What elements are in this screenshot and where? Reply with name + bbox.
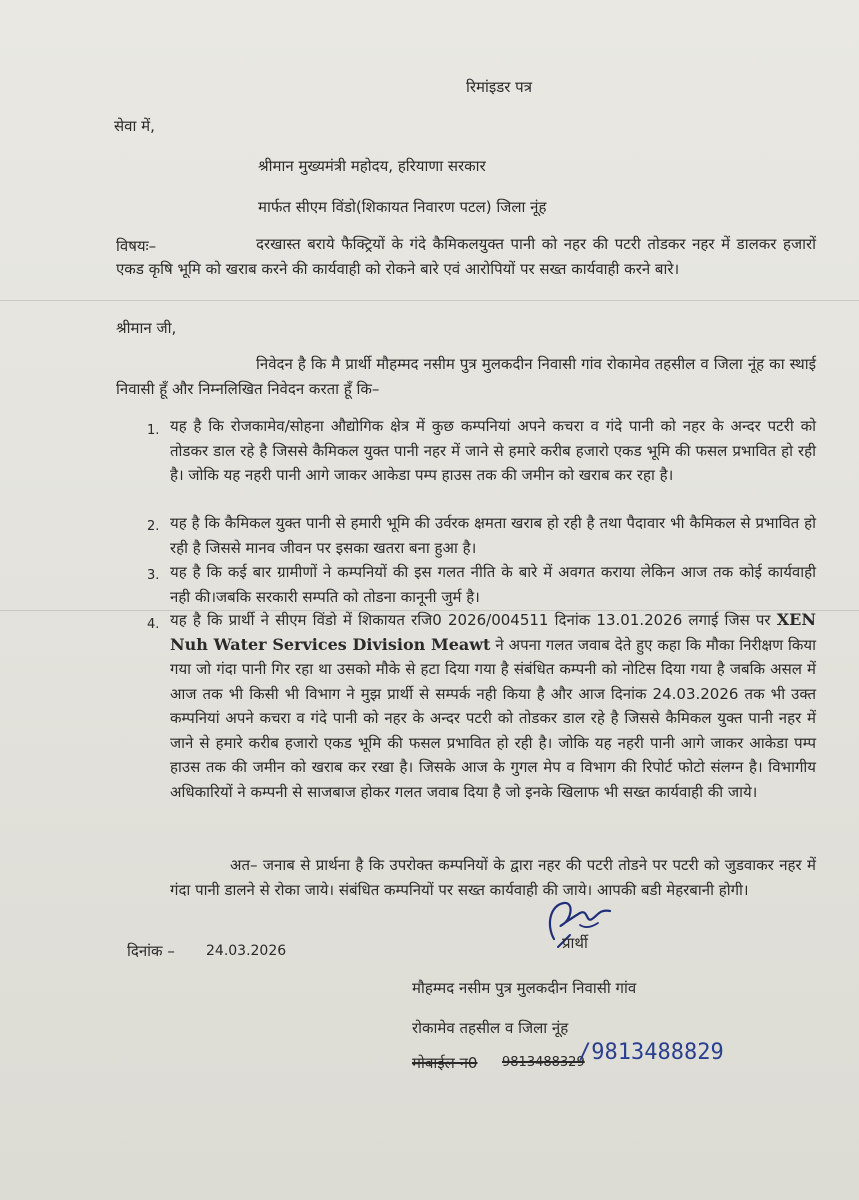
point-4-part2: ने अपना गलत जवाब देते हुए कहा कि मौका निरीक्षण किया गया जो गंदा पानी गिर रहा था उसको मौके से हटा दिया गया है संबंधित कम्पनी को नोटिस दिया गया है जबकि असल में आज तक भी किसी भी विभाग ने मुझ प्रार्थी से सम्पर्क नही किया है और आज दिनांक 24.03.2026 तक भी उक्त कम्पनियां अपने कचरा व गंदे पानी को नहर के अन्दर पटरी को तोडकर डाल रहे है जिससे कैमिकल युक्त पानी नहर में जाने से हमारे करीब हजारो एकड भूमि की फसल प्रभावित हो रही है। जोकि यह नहरी पानी आगे जाकर आकेडा पम्प हाउस तक की जमीन को खराब कर रखा है। जिसके आज के गुगल मेप व विभाग की रिपोर्ट फोटो संलग्न है। विभागीय अधिकारियों ने कम्पनी से साजबाज होकर गलत जवाब दिया है जो इनके खिलाफ भी सख्त कार्यवाही की जाये। <box>170 635 816 801</box>
point-number: 1. <box>147 423 160 438</box>
paper-fold <box>0 300 859 301</box>
subject-label: विषयः– <box>116 237 157 255</box>
salutation-to: सेवा में, <box>114 117 155 135</box>
point-number: 2. <box>147 519 160 534</box>
sender-line2: रोकामेव तहसील व जिला नूंह <box>412 1019 569 1037</box>
point-4 <box>170 608 816 804</box>
addressee-line2: मार्फत सीएम विंडो(शिकायत निवारण पटल) जिला नूंह <box>258 198 547 216</box>
intro-paragraph: निवेदन है कि मै प्रार्थी मौहम्मद नसीम पुत्र मुलकदीन निवासी गांव रोकामेव तहसील व जिला नूंह का स्थाई निवासी हूँ और निम्नलिखित निवेदन करता हूँ कि– <box>116 355 816 398</box>
mobile-label: मोबाईल न0 <box>412 1054 478 1072</box>
point-3: यह है कि कई बार ग्रामीणों ने कम्पनियों की इस गलत नीति के बारे में अवगत कराया लेकिन आज तक कोई कार्यवाही नही की।जबकि सरकारी सम्पति को तोडना कानूनी जुर्म है। <box>170 563 816 606</box>
point-number: 4. <box>147 617 160 632</box>
letter-title: रिमांइडर पत्र <box>466 78 532 96</box>
mobile-printed: 9813488329 <box>502 1055 585 1070</box>
subject-text: दरखास्त बराये फैक्ट्रियों के गंदे कैमिकलयुक्त पानी को नहर की पटरी तोडकर नहर में डालकर हजारों एकड कृषि भूमि को खराब करने की कार्यवाही को रोकने बारे एवं आरोपियों पर सख्त कार्यवाही करने बारे। <box>116 235 816 278</box>
addressee-line1: श्रीमान मुख्यमंत्री महोदय, हरियाणा सरकार <box>258 157 486 175</box>
point-number: 3. <box>147 568 160 583</box>
date-value: 24.03.2026 <box>206 943 287 959</box>
point-2: यह है कि कैमिकल युक्त पानी से हमारी भूमि की उर्वरक क्षमता खराब हो रही है तथा पैदावार भी कैमिकल से प्रभावित हो रही है जिससे मानव जीवन पर इसका खतरा बना हुआ है। <box>170 514 816 557</box>
greeting: श्रीमान जी, <box>116 319 177 337</box>
mobile-handwritten: /9813488829 <box>578 1040 724 1065</box>
sender-line1: मौहम्मद नसीम पुत्र मुलकदीन निवासी गांव <box>412 979 637 997</box>
point-4-part1: यह है कि प्रार्थी ने सीएम विंडो में शिकायत रजि0 2026/004511 दिनांक 13.01.2026 लगाई जिस पर <box>170 611 771 629</box>
point-1: यह है कि रोजकामेव/सोहना औद्योगिक क्षेत्र में कुछ कम्पनियां अपने कचरा व गंदे पानी को नहर के अन्दर पटरी को तोडकर डाल रहे है जिससे कैमिकल युक्त पानी नहर में जाने से हमारे करीब हजारो एकड भूमि की फसल प्रभावित हो रही है। जोकि यह नहरी पानी आगे जाकर आकेडा पम्प हाउस तक की जमीन को खराब कर रहा है। <box>170 417 816 484</box>
signature-caption: प्रार्थी <box>562 934 588 952</box>
prayer-paragraph: अत– जनाब से प्रार्थना है कि उपरोक्त कम्पनियों के द्वारा नहर की पटरी तोडने पर पटरी को जुडवाकर नहर में गंदा पानी डालने से रोका जाये। संबंधित कम्पनियों पर सख्त कार्यवाही की जाये। आपकी बडी मेहरबानी होगी। <box>170 856 816 899</box>
xen-office-name: XEN Nuh Water Services Division Meawt <box>170 610 816 654</box>
date-label: दिनांक – <box>127 942 175 960</box>
